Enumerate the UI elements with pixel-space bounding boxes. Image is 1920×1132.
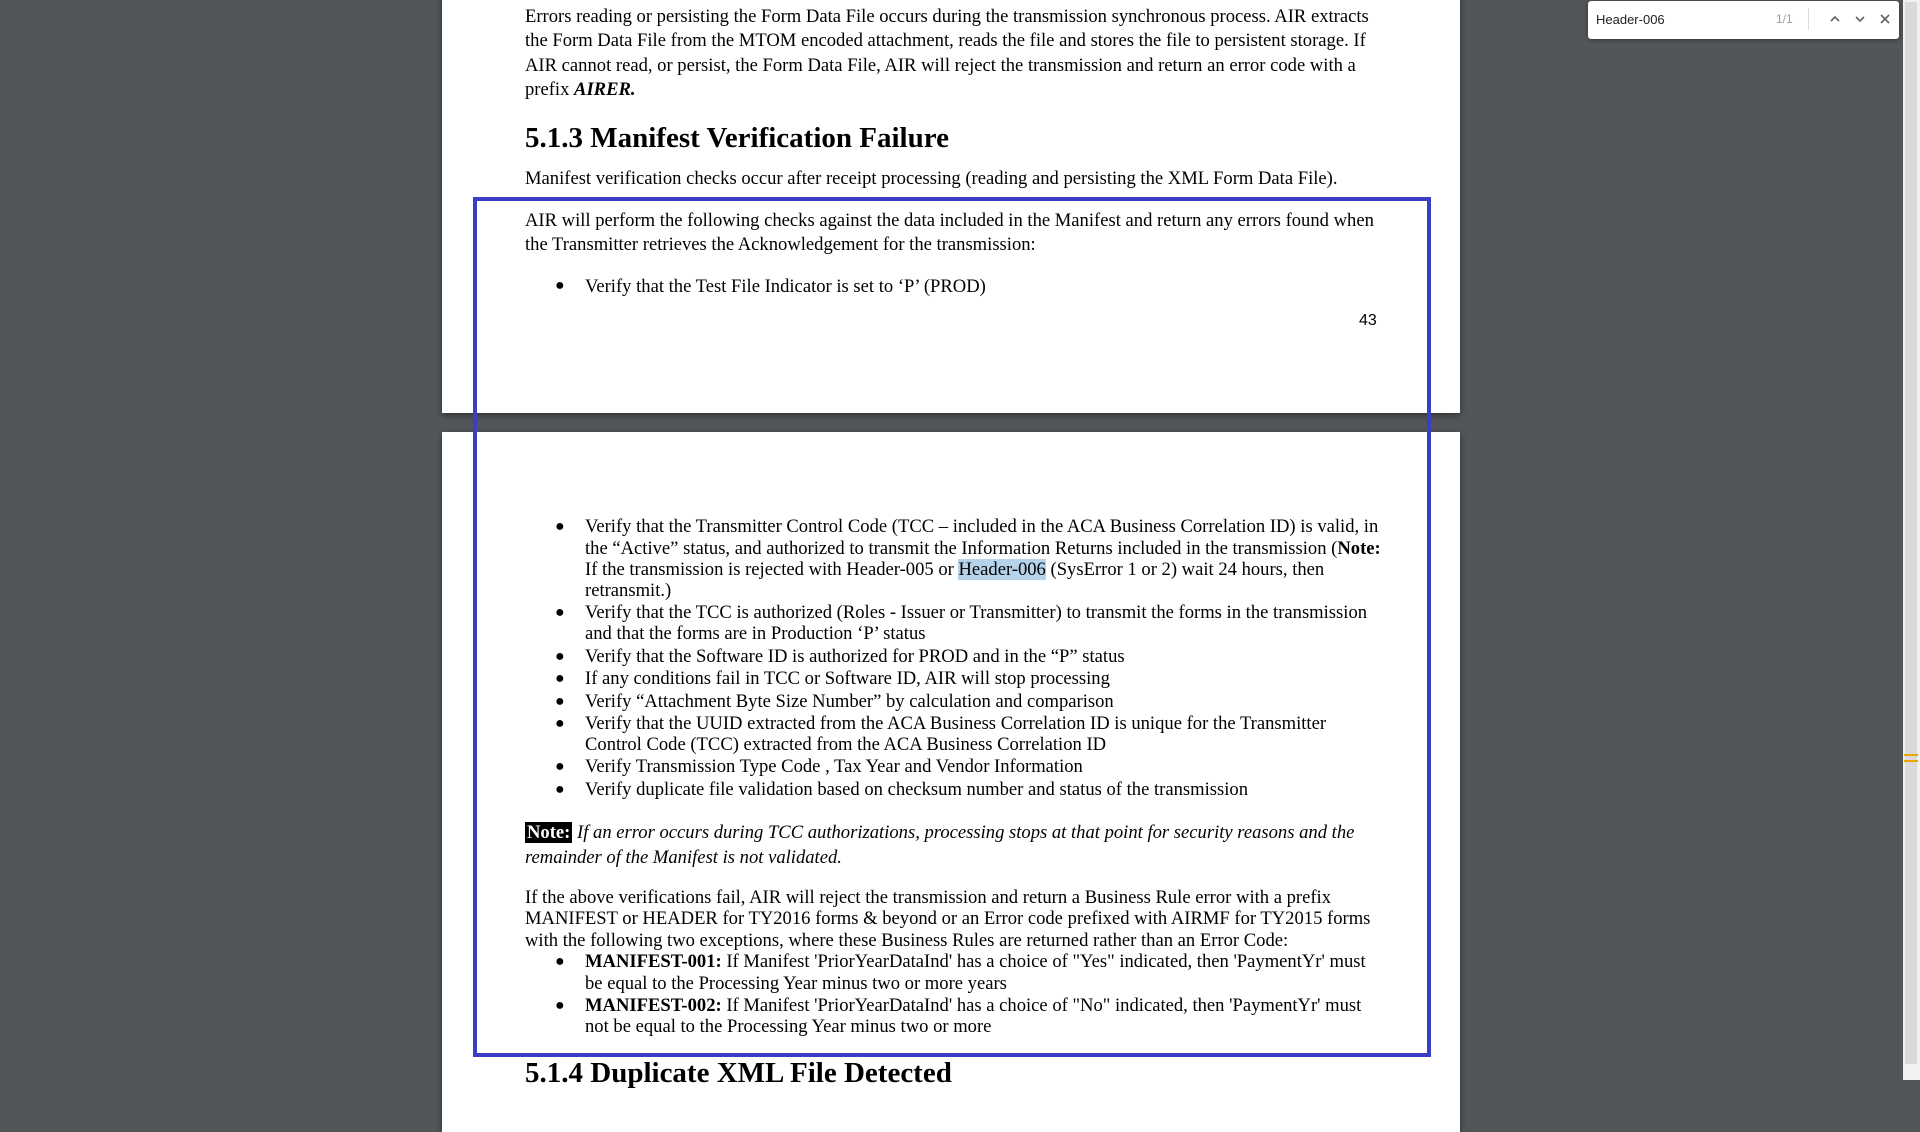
prefix-text: prefix <box>525 79 575 100</box>
bullet-icon: ● <box>555 997 565 1014</box>
list-item: If any conditions fail in TCC or Software ID, AIR will stop processing <box>585 668 1110 689</box>
search-highlight: Header-006 <box>958 559 1046 580</box>
bullet-icon: ● <box>555 648 565 665</box>
scrollbar-thumb[interactable] <box>1905 2 1917 1064</box>
note-label: Note: <box>527 822 571 843</box>
bullet-icon: ● <box>555 693 565 710</box>
paragraph-line: Errors reading or persisting the Form Data File occurs during the transmission synchronous process. AIR extracts <box>525 6 1369 27</box>
bullet-icon: ● <box>555 277 565 294</box>
pdf-page-43 <box>442 0 1460 413</box>
chevron-up-icon <box>1829 13 1841 25</box>
chevron-down-icon <box>1854 13 1866 25</box>
divider <box>1808 8 1809 30</box>
note-line: remainder of the Manifest is not validated. <box>525 847 842 868</box>
bullet-icon: ● <box>555 604 565 621</box>
paragraph-line: If the above verifications fail, AIR will reject the transmission and return a Business Rule error with a prefix <box>525 887 1332 908</box>
search-match-marker <box>1904 760 1918 762</box>
bullet-icon: ● <box>555 781 565 798</box>
match-count: 1/1 <box>1776 12 1793 26</box>
list-item-line: retransmit.) <box>585 580 672 601</box>
manifest-rule-line <box>585 950 1366 974</box>
note-line <box>525 821 1354 845</box>
list-item: Verify “Attachment Byte Size Number” by calculation and comparison <box>585 691 1114 712</box>
note-bold: Note: <box>1337 538 1381 559</box>
list-item-line: Verify that the Transmitter Control Code (TCC – included in the ACA Business Correlation ID) is valid, in <box>585 516 1379 537</box>
previous-match-button[interactable] <box>1824 8 1846 30</box>
list-item-line: Verify that the TCC is authorized (Roles - Issuer or Transmitter) to transmit the forms in the transmission <box>585 602 1368 623</box>
paragraph-line: the Form Data File from the MTOM encoded attachment, reads the file and stores the file to persistent storage. If <box>525 30 1366 51</box>
list-item: Verify that the Test File Indicator is set to ‘P’ (PROD) <box>585 276 986 297</box>
paragraph-line: with the following two exceptions, where these Business Rules are returned rather than an Error Code: <box>525 930 1289 951</box>
page-number: 43 <box>1359 312 1377 329</box>
close-find-button[interactable] <box>1874 8 1896 30</box>
text-span: the “Active” status, and authorized to transmit the Information Returns included in the transmission ( <box>585 538 1338 559</box>
paragraph-line: MANIFEST or HEADER for TY2016 forms & beyond or an Error code prefixed with AIRMF for TY2015 forms <box>525 908 1371 929</box>
paragraph-line <box>525 78 636 102</box>
list-item-line: Control Code (TCC) extracted from the ACA Business Correlation ID <box>585 734 1107 755</box>
section-heading: 5.1.4 Duplicate XML File Detected <box>525 1057 952 1089</box>
bullet-icon: ● <box>555 715 565 732</box>
paragraph-line: AIR will perform the following checks against the data included in the Manifest and return any errors found when <box>525 210 1374 231</box>
search-match-marker <box>1904 754 1918 756</box>
list-item-line: and that the forms are in Production ‘P’ status <box>585 623 926 644</box>
bullet-icon: ● <box>555 953 565 970</box>
paragraph-line: the Transmitter retrieves the Acknowledgement for the transmission: <box>525 234 1036 255</box>
vertical-scrollbar[interactable] <box>1903 0 1920 1080</box>
section-heading: 5.1.3 Manifest Verification Failure <box>525 122 949 154</box>
close-icon <box>1879 13 1891 25</box>
bullet-icon: ● <box>555 670 565 687</box>
text-span: If the transmission is rejected with Header-005 or <box>585 559 959 580</box>
find-input[interactable] <box>1596 9 1756 29</box>
list-item: Verify Transmission Type Code , Tax Year and Vendor Information <box>585 756 1083 777</box>
list-item-line <box>585 558 1324 582</box>
manifest-rule-line: not be equal to the Processing Year minus two or more <box>585 1016 992 1037</box>
airer-text: AIRER. <box>574 79 636 100</box>
pdf-page-44 <box>442 432 1460 1132</box>
bullet-icon: ● <box>555 758 565 775</box>
list-item: Verify duplicate file validation based on checksum number and status of the transmission <box>585 779 1249 800</box>
manifest-rule-line: be equal to the Processing Year minus two or more years <box>585 973 1007 994</box>
rule-text: If Manifest 'PriorYearDataInd' has a choice of "Yes" indicated, then 'PaymentYr' must <box>721 951 1366 972</box>
find-bar <box>1588 1 1899 39</box>
bullet-icon: ● <box>555 518 565 535</box>
text-span: (SysError 1 or 2) wait 24 hours, then <box>1045 559 1325 580</box>
rule-text: If Manifest 'PriorYearDataInd' has a choice of "No" indicated, then 'PaymentYr' must <box>721 995 1362 1016</box>
next-match-button[interactable] <box>1849 8 1871 30</box>
rule-code: MANIFEST-001: <box>585 951 722 972</box>
paragraph-line: Manifest verification checks occur after receipt processing (reading and persisting the XML Form Data File). <box>525 168 1338 189</box>
list-item: Verify that the Software ID is authorized for PROD and in the “P” status <box>585 646 1125 667</box>
list-item-line: Verify that the UUID extracted from the ACA Business Correlation ID is unique for the Transmitter <box>585 713 1327 734</box>
rule-code: MANIFEST-002: <box>585 995 722 1016</box>
paragraph-line: AIR cannot read, or persist, the Form Data File, AIR will reject the transmission and return an error code with a <box>525 55 1356 76</box>
note-text: If an error occurs during TCC authorizations, processing stops at that point for security reasons and the <box>572 822 1355 843</box>
